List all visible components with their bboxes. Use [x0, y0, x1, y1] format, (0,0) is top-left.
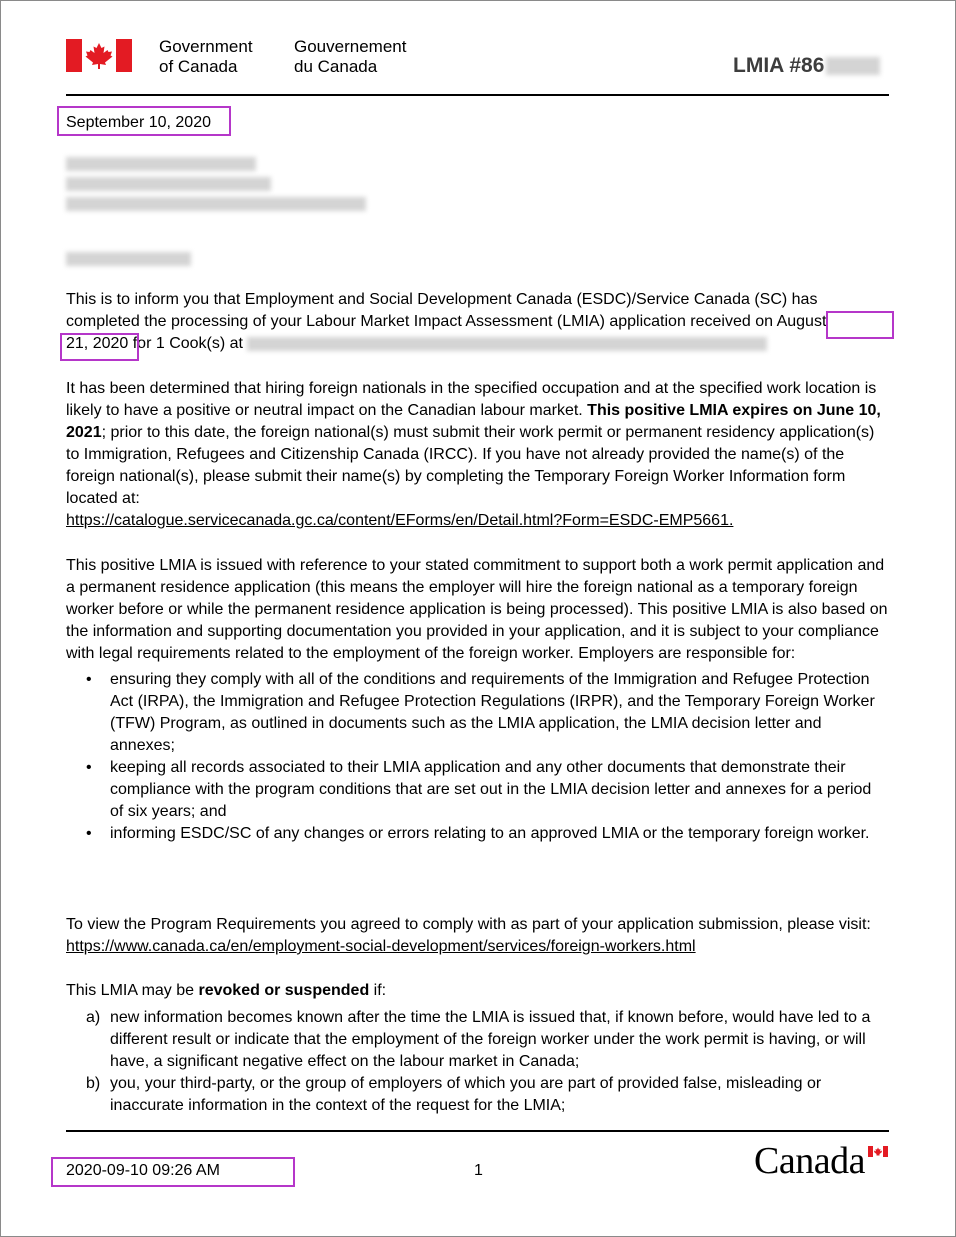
- redacted-address-line: [66, 177, 271, 191]
- condition-text: you, your third-party, or the group of employers of which you are part of provided false, misleading or inaccurate information in the context of the request for the LMIA;: [110, 1075, 822, 1114]
- redacted-salutation: [66, 248, 889, 270]
- header-rule: [66, 94, 889, 96]
- lmia-prefix: LMIA #86: [733, 54, 825, 77]
- lmia-number: [733, 54, 880, 78]
- paragraph-determination: [66, 378, 889, 532]
- tfw-form-link[interactable]: https://catalogue.servicecanada.gc.ca/content/EForms/en/Detail.html?Form=ESDC-EMP5661.: [66, 512, 734, 529]
- highlight-received-date-2: [60, 333, 139, 361]
- redacted-address-line: [66, 157, 256, 171]
- received-date-part2: 21, 2020: [66, 335, 129, 352]
- responsibilities-list: [66, 669, 889, 845]
- canada-wordmark: Canada: [754, 1140, 865, 1182]
- redacted-work-location: [247, 337, 767, 351]
- list-marker: a): [86, 1009, 101, 1026]
- received-date-part1: August: [776, 313, 827, 330]
- page-number: 1: [474, 1162, 483, 1179]
- highlight-received-date-1: [826, 311, 894, 339]
- footer-rule: [66, 1130, 889, 1132]
- redacted-lmia-digits: [826, 57, 880, 75]
- footer-timestamp: 2020-09-10 09:26 AM: [66, 1162, 220, 1179]
- para1-text: This is to inform you that Employment and Social Development Canada (ESDC)/Service Canada (SC) has completed the processing of your Labour Market Impact Assessment (LMIA) application received on: [66, 291, 818, 330]
- paragraph-processing: [66, 289, 889, 355]
- paragraph-commitment: [66, 555, 889, 845]
- para3-text: This positive LMIA is issued with reference to your stated commitment to support both a work permit application and a permanent residence application (this means the employer will hire the foreign national as a temporary foreign worker before or while the permanent residence application is being processed). This positive LMIA is also based on the information and supporting documentation you provided in your application, and it is subject to your compliance with legal requirements related to the employment of the foreign worker. Employers are responsible for:: [66, 557, 888, 662]
- wordmark-flag-icon: [868, 1146, 888, 1157]
- para2-text-b: ; prior to this date, the foreign national(s) must submit their work permit or permanent residency application(s) to Immigration, Refugees and Citizenship Canada (IRCC). If you have not already provided the name(s) of the foreign national(s), please submit their name(s) by completing the Temporary Foreign Worker Information form located at:: [66, 424, 875, 507]
- para1-text-b: for 1 Cook(s) at: [128, 335, 248, 352]
- list-item: • ensuring they comply with all of the conditions and requirements of the Immigration and Refugee Protection Act (IRPA), the Immigration and Refugee Protection Regulations (IRPR), and the Temporary Foreign Worker (TFW) Program, as outlined in documents such as the LMIA application, the LMIA decision letter and annexes;: [66, 669, 889, 757]
- para2-text: It has been determined that hiring foreign nationals in the specified occupation and at the specified work location is likely to have a positive or neutral impact on the Canadian labour market.: [66, 380, 877, 419]
- list-item: • keeping all records associated to their LMIA application and any other documents that demonstrate their compliance with the program conditions that are set out in the LMIA decision letter and annexes for a period of six years; and: [66, 757, 889, 823]
- list-item: [66, 1073, 889, 1117]
- program-requirements-link[interactable]: https://www.canada.ca/en/employment-social-development/services/foreign-workers.html: [66, 938, 696, 955]
- redacted-address-line: [66, 197, 366, 211]
- paragraph-revocation: [66, 980, 889, 1117]
- list-item: • informing ESDC/SC of any changes or errors relating to an approved LMIA or the temporary foreign worker.: [66, 823, 889, 845]
- para5-text: This LMIA may be: [66, 982, 199, 999]
- canada-flag-icon: [66, 39, 132, 72]
- government-of-canada-fr: [294, 37, 406, 77]
- para4-text: To view the Program Requirements you agreed to comply with as part of your application submission, please visit:: [66, 916, 871, 933]
- redacted-salutation-text: [66, 252, 191, 266]
- revoked-suspended-bold: revoked or suspended: [198, 982, 370, 999]
- condition-text: new information becomes known after the time the LMIA is issued that, if known before, would have led to a different result or indicate that the employment of the foreign worker under the work permit is having, or will have, a significant negative effect on the labour market in Canada;: [110, 1009, 871, 1070]
- highlight-timestamp: [51, 1157, 295, 1187]
- expiry-statement: This positive LMIA expires on June 10, 2021: [66, 402, 881, 441]
- gov-en-line1: Government: [159, 37, 253, 56]
- letter-date-text: September 10, 2020: [66, 114, 211, 131]
- redacted-address: [66, 157, 889, 217]
- paragraph-program-requirements: [66, 914, 889, 958]
- conditions-list: [66, 1007, 889, 1117]
- gov-fr-line2: du Canada: [294, 57, 378, 76]
- list-marker: b): [86, 1075, 101, 1092]
- para5-text-b: if:: [369, 982, 387, 999]
- gov-en-line2: of Canada: [159, 57, 238, 76]
- government-of-canada-en: [159, 37, 253, 77]
- highlight-date: [57, 106, 231, 136]
- gov-fr-line1: Gouvernement: [294, 37, 407, 56]
- list-item: [66, 1007, 889, 1073]
